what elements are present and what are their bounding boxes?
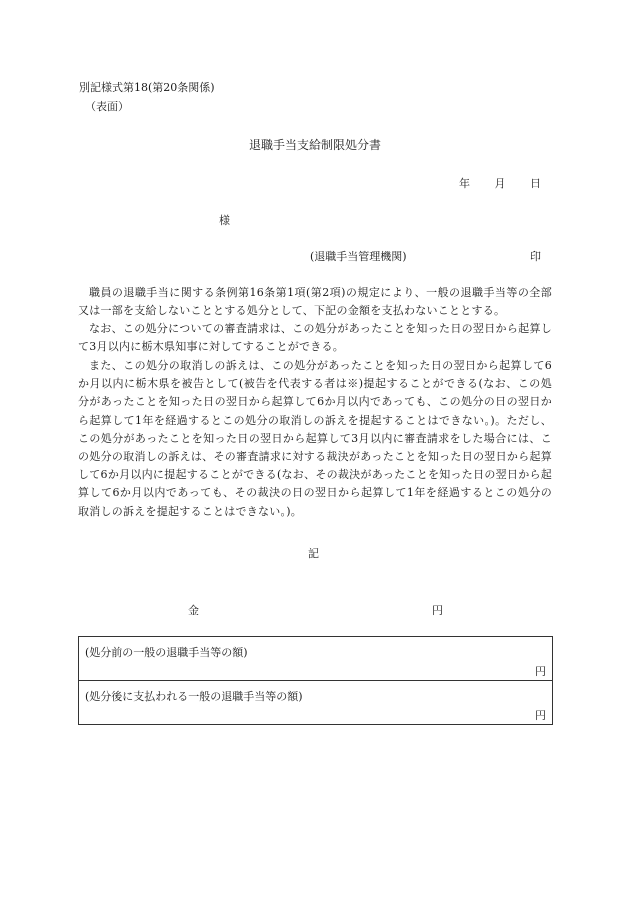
date-year: 年 xyxy=(459,177,470,190)
amount-before-cell xyxy=(79,637,553,681)
body-paragraph-3: また、この処分の取消しの訴えは、この処分があったことを知った日の翌日から起算して6か月以内に栃木県を被告として(被告を代表する者は※)提起することができる(なお、この処分があったことを知った日の翌日から起算して6か月以内であっても、この処分の日の翌日から起算して1年を経過するとこの処分の取消しの訴えを提起することはできない。)。ただし、この処分があったことを知った日の翌日から起算して3月以内に審査請求をした場合には、この処分の取消しの訴えは、その審査請求に対する裁決があったことを知った日の翌日から起算して6か月以内に提起することができる(なお、その裁決があったことを知った日の翌日から起算して6か月以内であっても、その裁決の日の翌日から起算して1年を経過するとこの処分の取消しの訴えを提起することはできない。)。 xyxy=(78,359,552,518)
amount-unit: 円 xyxy=(432,604,443,617)
amount-before-label: (処分前の一般の退職手当等の額) xyxy=(85,646,248,659)
side-label: （表面） xyxy=(85,100,129,113)
seal-mark: 印 xyxy=(530,250,541,263)
addressee-suffix: 様 xyxy=(219,214,230,227)
amount-table xyxy=(78,636,553,725)
amount-after-label: (処分後に支払われる一般の退職手当等の額) xyxy=(85,690,303,703)
amount-label: 金 xyxy=(188,604,199,617)
table-row xyxy=(79,637,553,681)
issuing-authority: (退職手当管理機関) xyxy=(310,250,407,263)
date-line xyxy=(459,177,541,191)
amount-before-unit: 円 xyxy=(535,665,546,678)
ki-heading: 記 xyxy=(308,547,319,560)
body-paragraph-1: 職員の退職手当に関する条例第16条第1項(第2項)の規定により、一般の退職手当等の全部又は一部を支給しないこととする処分として、下記の金額を支払わないこととする。 xyxy=(78,286,552,318)
amount-after-cell xyxy=(79,681,553,725)
date-month: 月 xyxy=(494,177,506,190)
document-title: 退職手当支給制限処分書 xyxy=(248,138,381,152)
body-paragraph-2: なお、この処分についての審査請求は、この処分があったことを知った日の翌日から起算して3月以内に栃木県知事に対してすることができる。 xyxy=(78,322,552,354)
form-number: 別記様式第18(第20条関係) xyxy=(79,81,215,94)
amount-after-unit: 円 xyxy=(535,709,546,722)
table-row xyxy=(79,681,553,725)
date-day: 日 xyxy=(530,177,541,190)
